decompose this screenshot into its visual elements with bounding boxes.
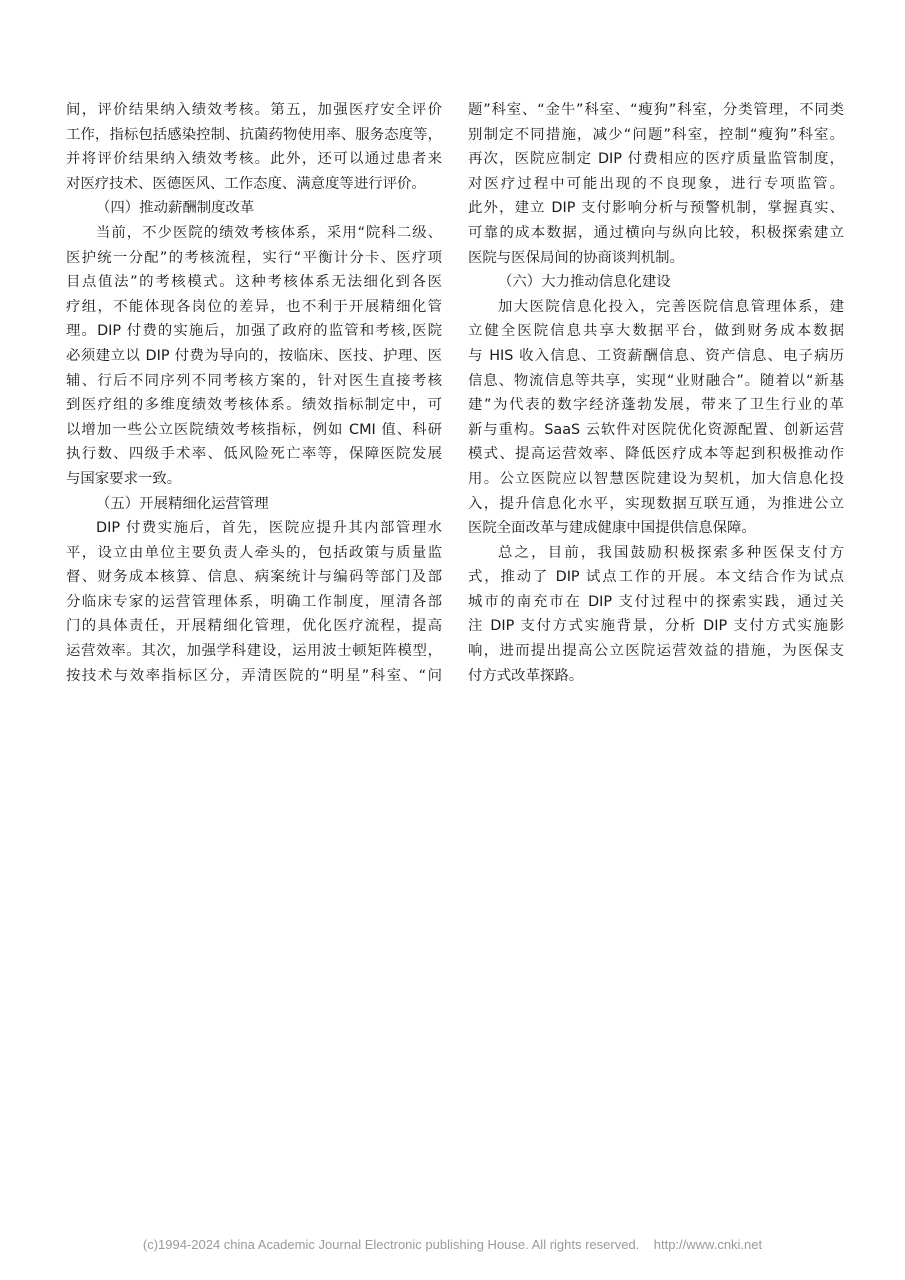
text-line: 此外，建立 DIP 支付影响分析与预警机制，掌握真实、 xyxy=(468,200,844,217)
text-line: 医院与医保局间的协商谈判机制。 xyxy=(468,249,684,266)
text-line: 总之，目前，我国鼓励积极探索多种医保支付方 xyxy=(498,544,844,561)
copyright-footer: (c)1994-2024 china Academic Journal Electronic publishing House. All rights reserved. http://www.cnki.net xyxy=(142,1237,763,1252)
text-line: 间，评价结果纳入绩效考核。第五，加强医疗安全评价 xyxy=(66,102,442,118)
section-heading: （五）开展精细化运营管理 xyxy=(96,495,269,512)
text-line: 督、财务成本核算、信息、病案统计与编码等部门及部 xyxy=(66,569,442,586)
text-line: 医院全面改革与建成健康中国提供信息保障。 xyxy=(468,520,756,537)
text-line: 疗组，不能体现各岗位的差异，也不利于开展精细化管 xyxy=(66,298,442,315)
section-heading: （四）推动薪酬制度改革 xyxy=(96,200,255,217)
right-column xyxy=(468,98,844,688)
text-line: 与 HIS 收入信息、工资薪酬信息、资产信息、电子病历 xyxy=(468,347,844,364)
text-line: 立健全医院信息共享大数据平台，做到财务成本数据 xyxy=(468,323,844,340)
text-line: 新与重构。SaaS 云软件对医院优化资源配置、创新运营 xyxy=(468,421,844,438)
text-line: 用。公立医院应以智慧医院建设为契机，加大信息化投 xyxy=(468,470,844,487)
text-line: 可靠的成本数据，通过横向与纵向比较，积极探索建立 xyxy=(468,224,844,241)
text-line: 对医疗过程中可能出现的不良现象，进行专项监管。 xyxy=(468,175,844,192)
text-line: 当前，不少医院的绩效考核体系，采用“院科二级、 xyxy=(96,224,442,241)
text-line: 信息、物流信息等共享，实现“业财融合”。随着以“新基 xyxy=(468,372,844,389)
text-line: 建”为代表的数字经济蓬勃发展，带来了卫生行业的革 xyxy=(468,397,844,414)
text-line: DIP 付费实施后，首先，医院应提升其内部管理水 xyxy=(96,520,442,537)
text-line: 入，提升信息化水平，实现数据互联互通，为推进公立 xyxy=(468,495,844,512)
text-line: 以增加一些公立医院绩效考核指标，例如 CMI 值、科研 xyxy=(66,421,442,438)
text-line: 并将评价结果纳入绩效考核。此外，还可以通过患者来 xyxy=(66,151,442,168)
text-line: 辅、行后不同序列不同考核方案的，针对医生直接考核 xyxy=(66,372,442,389)
text-line: 注 DIP 支付方式实施背景，分析 DIP 支付方式实施影 xyxy=(468,618,844,635)
text-line: 必须建立以 DIP 付费为导向的，按临床、医技、护理、医 xyxy=(66,347,442,364)
text-line: 工作，指标包括感染控制、抗菌药物使用率、服务态度等， xyxy=(66,126,442,143)
text-line: 别制定不同措施，减少“问题”科室，控制“瘦狗”科室。 xyxy=(468,126,844,143)
text-line: 执行数、四级手术率、低风险死亡率等，保障医院发展 xyxy=(66,446,442,463)
text-line: 题”科室、“金牛”科室、“瘦狗”科室，分类管理，不同类 xyxy=(468,102,844,118)
text-line: 再次，医院应制定 DIP 付费相应的医疗质量监管制度， xyxy=(468,151,844,168)
text-line: 式，推动了 DIP 试点工作的开展。本文结合作为试点 xyxy=(468,569,844,586)
text-line: 目点值法”的考核模式。这种考核体系无法细化到各医 xyxy=(66,274,442,291)
text-line: 理。DIP 付费的实施后，加强了政府的监管和考核,医院 xyxy=(66,323,442,340)
text-line: 模式、提高运营效率、降低医疗成本等起到积极推动作 xyxy=(468,446,844,463)
text-line: 与国家要求一致。 xyxy=(66,470,182,487)
text-line: 到医疗组的多维度绩效考核体系。绩效指标制定中，可 xyxy=(66,397,442,414)
text-line: 付方式改革探路。 xyxy=(468,667,584,684)
text-line: 运营效率。其次，加强学科建设，运用波士顿矩阵模型， xyxy=(66,643,442,660)
text-line: 城市的南充市在 DIP 支付过程中的探索实践，通过关 xyxy=(468,593,844,610)
left-column xyxy=(66,98,442,688)
text-line: 医护统一分配”的考核流程，实行“平衡计分卡、医疗项 xyxy=(66,249,442,266)
section-heading: （六）大力推动信息化建设 xyxy=(498,274,671,291)
text-line: 按技术与效率指标区分，弄清医院的“明星”科室、“问 xyxy=(66,667,442,684)
text-line: 平，设立由单位主要负责人牵头的，包括政策与质量监 xyxy=(66,544,442,561)
text-line: 加大医院信息化投入，完善医院信息管理体系，建 xyxy=(498,298,844,315)
text-line: 响，进而提出提高公立医院运营效益的措施，为医保支 xyxy=(468,643,844,660)
text-line: 分临床专家的运营管理体系，明确工作制度，厘清各部 xyxy=(66,593,442,610)
text-line: 门的具体责任，开展精细化管理，优化医疗流程，提高 xyxy=(66,618,442,635)
text-line: 对医疗技术、医德医风、工作态度、满意度等进行评价。 xyxy=(66,175,426,192)
